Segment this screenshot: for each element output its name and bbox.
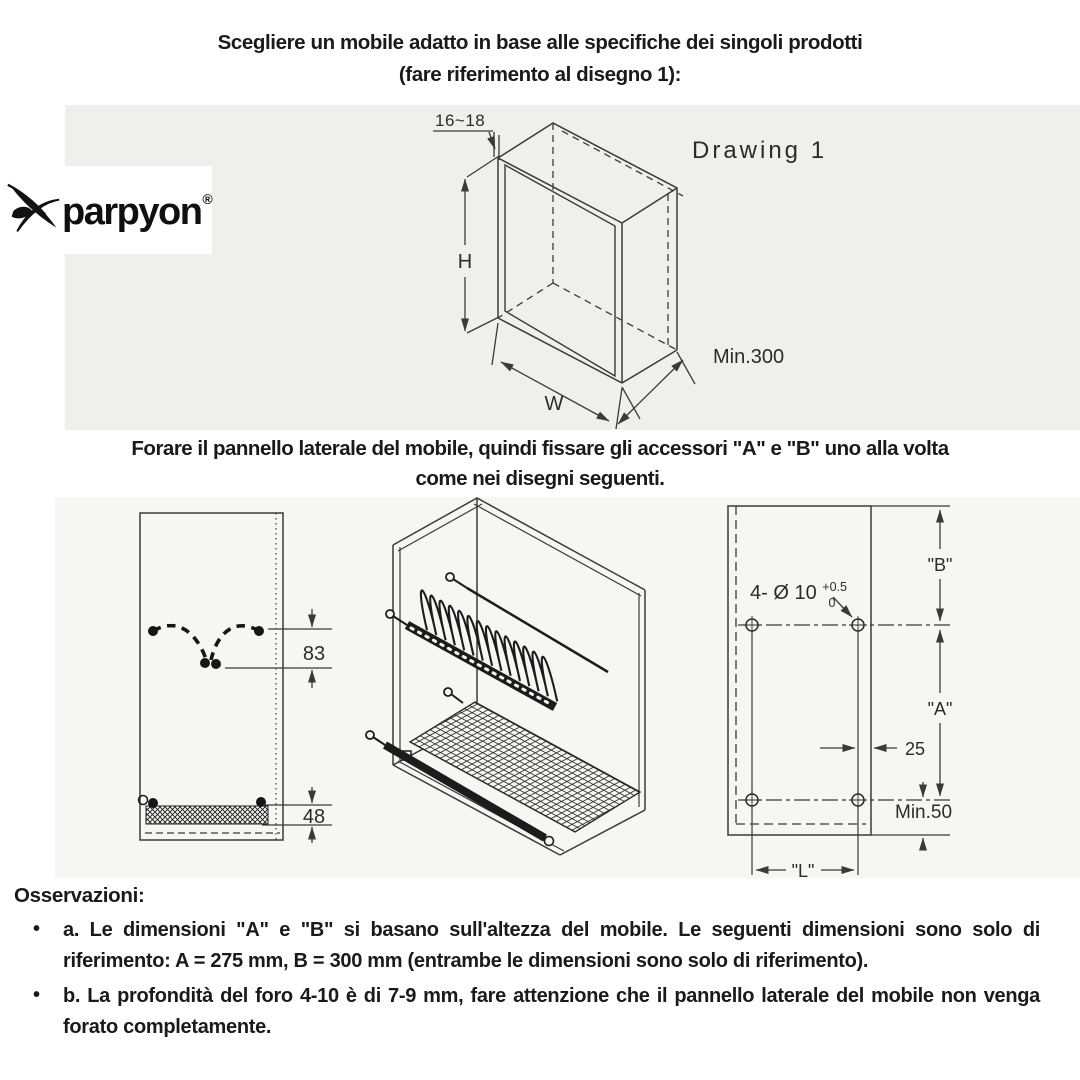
drill-holes: [743, 616, 867, 809]
swallow-bird-icon: [6, 179, 62, 241]
hole-leader-arrow: [833, 597, 852, 617]
drill-point-dots: [148, 626, 264, 669]
instruction-line1: Forare il pannello laterale del mobile, quindi fissare gli accessori "A" e "B" uno alla volta: [131, 437, 949, 460]
brand-logo: [0, 166, 212, 254]
drawing1-caption: Drawing 1: [692, 137, 828, 164]
note-item-b: [14, 981, 1040, 1043]
registered-mark: ®: [202, 191, 213, 208]
hole-top-left: [743, 616, 761, 634]
shelf-pin-front: [366, 731, 374, 739]
plate-rack: [386, 573, 608, 707]
dim-label-width: W: [544, 393, 564, 415]
side-panel-outline: [140, 513, 283, 840]
note-a-text: a. Le dimensioni "A" e "B" si basano sull'altezza del mobile. Le seguenti dimensioni sono solo di riferimento: A = 275 mm, B = 300 mm (entrambe le dimensioni sono solo di riferimento).: [63, 919, 1040, 972]
mounting-drawings-scan: [55, 497, 1080, 878]
notes-section: [14, 884, 1040, 1047]
hole-panel-dashed-inner: [736, 506, 866, 824]
shelf-pin-top: [444, 688, 452, 696]
instruction-text: [0, 434, 1080, 493]
hole-bottom-right: [849, 791, 867, 809]
mesh-shelf: [366, 688, 640, 846]
brand-name: parpyon®: [62, 191, 213, 233]
hole-panel-outline: [728, 506, 871, 835]
mounting-drawings-figure: [55, 497, 1080, 878]
rail-end-cap: [545, 837, 554, 846]
drawing1-scan: [65, 105, 1080, 430]
drawing1-figure: [65, 105, 1080, 430]
instruction-line2: come nei disegni seguenti.: [415, 466, 665, 490]
thickness-dimension: [433, 131, 499, 160]
hole-spec-main: 4- Ø 10: [750, 582, 817, 604]
rack-pin-top: [446, 573, 454, 581]
dim-label-l: "L": [791, 861, 815, 878]
page-title-line1: Scegliere un mobile adatto in base alle specifiche dei singoli prodotti: [217, 31, 863, 54]
dim-label-thickness: 16~18: [435, 111, 486, 130]
dim-label-min50: Min.50: [895, 802, 953, 823]
hole-template-drawing: [728, 506, 952, 878]
bullet-icon: •: [33, 918, 40, 940]
dim-label-depth: Min.300: [713, 346, 785, 368]
note-item-a: [14, 915, 1040, 977]
note-b-text: b. La profondità del foro 4-10 è di 7-9 mm, fare attenzione che il pannello laterale del mobile non venga forato completamente.: [63, 985, 1040, 1038]
dim-label-25: 25: [905, 739, 926, 759]
page-title-line2: (fare riferimento al disegno 1):: [398, 62, 682, 86]
rack-pin-front: [386, 610, 394, 618]
notes-heading: Osservazioni:: [14, 884, 145, 907]
rack-rail-beads: [411, 628, 552, 705]
hole-bottom-left: [743, 791, 761, 809]
dim-label-83: 83: [302, 643, 326, 665]
dim-label-a: "A": [927, 699, 953, 719]
cabinet-rack-drawing: [366, 498, 645, 855]
height-dimension: [465, 156, 499, 333]
bullet-icon: •: [33, 984, 40, 1006]
hole-top-right: [849, 616, 867, 634]
hinge-arc-marks: [153, 626, 259, 660]
hole-spec-label: [750, 574, 853, 610]
page-title: [0, 27, 1080, 91]
hole-tolerance-upper: +0.5: [822, 580, 847, 594]
side-panel-drawing: [139, 513, 333, 843]
dim-label-b: "B": [927, 555, 953, 575]
accessory-b-bar: [146, 806, 268, 824]
cabinet-box-outline: [498, 123, 683, 383]
dim-label-48: 48: [302, 806, 326, 828]
dim-label-height: H: [457, 251, 473, 273]
hole-tolerance-lower: 0: [828, 596, 836, 610]
